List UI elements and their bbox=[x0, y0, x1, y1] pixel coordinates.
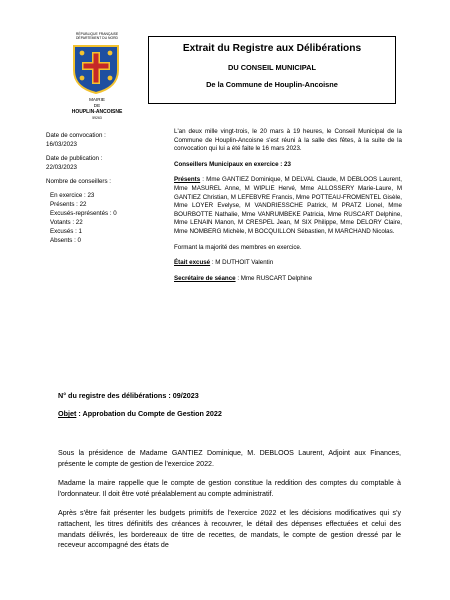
deliberation-body bbox=[58, 448, 401, 560]
excuse-name: : M DUTHOIT Valentin bbox=[211, 259, 274, 267]
emblem-departement: DÉPARTEMENT DU NORD bbox=[75, 36, 118, 40]
secretaire-paragraph bbox=[174, 275, 402, 284]
conseillers-label: Nombre de conseillers : bbox=[46, 178, 111, 185]
emblem-header-text bbox=[52, 32, 142, 40]
coat-of-arms-icon bbox=[72, 44, 120, 94]
emblem-year: 59263 bbox=[92, 116, 102, 120]
emblem-republique: RÉPUBLIQUE FRANÇAISE bbox=[75, 32, 119, 36]
presents-label: Présents bbox=[174, 176, 201, 184]
secretaire-label: Secrétaire de séance bbox=[174, 274, 236, 282]
document-subtitle: DU CONSEIL MUNICIPAL bbox=[227, 63, 316, 72]
document-title: Extrait du Registre aux Délibérations bbox=[182, 43, 362, 54]
body-paragraph-3: Après s'être fait présenter les budgets primitifs de l'exercice 2022 et les décisions modificatives qui s'y rattachent, les titres définitifs des créances à recouvrer, le détail des dépenses effectuées et celui des mandats délivrés, les bordereaux de titre de recettes, de mandats, le compte de gestion dressé par le receveur accompagné des états de bbox=[58, 509, 401, 550]
document-commune: De la Commune de Houplin-Ancoisne bbox=[206, 80, 338, 89]
registre-number: N° du registre des délibérations : 09/2023 bbox=[58, 391, 199, 400]
objet-label: Objet bbox=[58, 409, 77, 418]
count-presents: Présents : 22 bbox=[50, 201, 87, 208]
header-box bbox=[148, 36, 396, 104]
convocation-label: Date de convocation : bbox=[46, 132, 106, 139]
majorite-text: Formant la majorité des membres en exercice. bbox=[174, 243, 302, 251]
objet-text: : Approbation du Compte de Gestion 2022 bbox=[78, 409, 222, 418]
sidebar-info bbox=[46, 131, 156, 245]
emblem-city: HOUPLIN-ANCOISNE bbox=[71, 109, 123, 115]
count-absents: Absents : 0 bbox=[50, 237, 81, 244]
body-paragraph-2: Madame la maire rappelle que le compte de gestion constitue la reddition des comptes du comptable à l'ordonnateur. Il doit être voté préalablement au compte administratif. bbox=[58, 479, 401, 498]
session-details bbox=[174, 128, 402, 290]
publication-label: Date de publication : bbox=[46, 155, 103, 162]
publication-date: 22/03/2023 bbox=[46, 164, 77, 171]
objet-line bbox=[58, 409, 222, 418]
excuse-label: Était excusé bbox=[174, 259, 211, 267]
count-votants: Votants : 22 bbox=[50, 219, 83, 226]
conseillers-exercice: Conseillers Municipaux en exercice : 23 bbox=[174, 160, 291, 168]
body-paragraph-1: Sous la présidence de Madame GANTIEZ Dominique, M. DEBLOOS Laurent, Adjoint aux Finances, présente le compte de gestion de l'exercice 2022. bbox=[58, 449, 401, 468]
excuse-paragraph bbox=[174, 259, 402, 268]
presents-list: : Mme GANTIEZ Dominique, M DELVAL Claude, M DEBLOOS Laurent, Mme MASUREL Anne, M WIPLIE Hervé, Mme ALLOSSERY Marie-Laure, M GANTIEZ Christian, M LEFEBVRE Francis, Mme POTTEAU-FROMENTEL Gisèle, Mme LOYER Evelyse, M VANDRIESSCHE Patrick, M PRATZ Lionel, Mme BOURBOTTE Nathalie, Mme VANRUMBEKE Patricia, Mme RUSCART Delphine, Mme LENAIN Manon, M CRESPEL Jean, M SIX Philippe, Mme DELORY Claire, Mme NOMBERG Michèle, M BOCQUILLON Sébastien, M MARCHAND Nicolas. bbox=[174, 176, 402, 235]
count-excuses: Excusés : 1 bbox=[50, 228, 82, 235]
emblem-mairie: MAIRIE bbox=[89, 97, 105, 102]
presents-paragraph bbox=[174, 176, 402, 236]
intro-paragraph: L'an deux mille vingt-trois, le 20 mars à 19 heures, le Conseil Municipal de la Commune de Houplin-Ancoisne s'est réuni à la salle des fêtes, à la suite de la convocation qui lui a été faite le 16 mars 2023. bbox=[174, 128, 402, 153]
convocation-date: 16/03/2023 bbox=[46, 141, 77, 148]
emblem-footer-text bbox=[52, 97, 142, 121]
count-excuses-representes: Excusés-représentés : 0 bbox=[50, 210, 117, 217]
emblem-de: DE bbox=[93, 103, 101, 108]
count-en-exercice: En exercice : 23 bbox=[50, 192, 95, 199]
secretaire-name: : Mme RUSCART Delphine bbox=[237, 274, 313, 282]
